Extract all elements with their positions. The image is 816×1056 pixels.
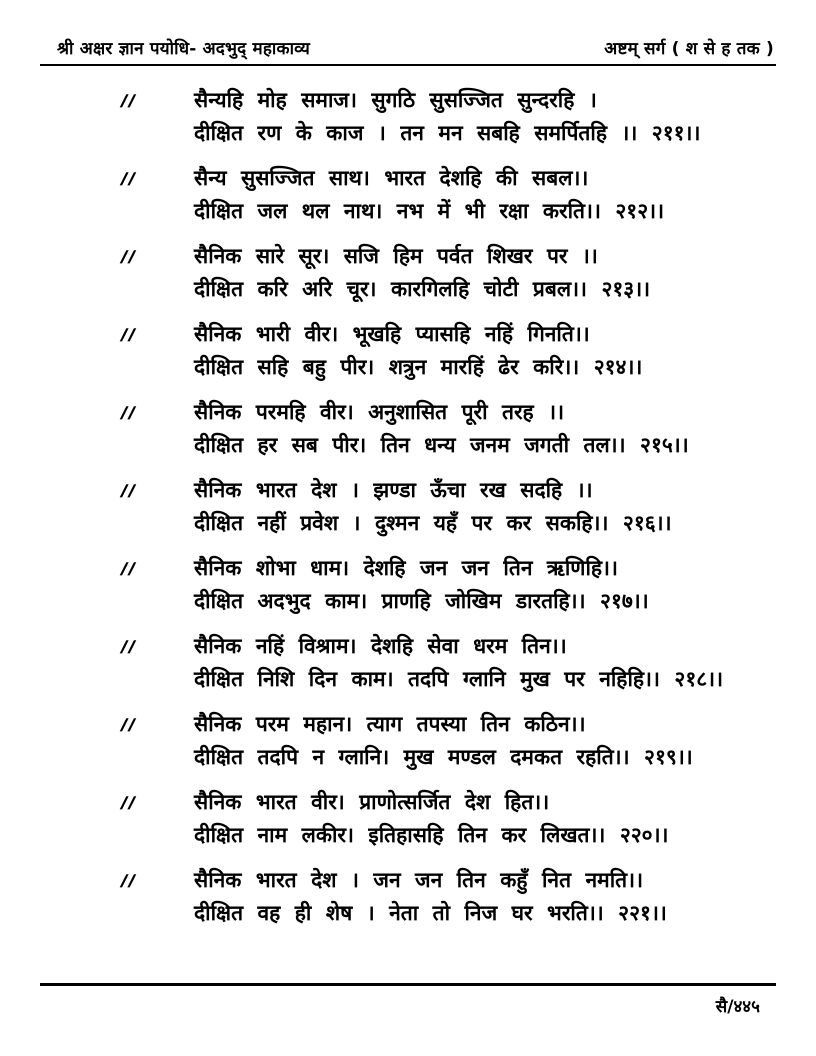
verse-lines xyxy=(194,162,766,228)
verse-lines xyxy=(194,396,766,462)
verse-lines xyxy=(194,474,766,540)
verse-line-2: दीक्षित हर सब पीर। तिन धन्य जनम जगती तल।। २१५।। xyxy=(194,433,689,457)
verse-line-1: सैनिक शोभा धाम। देशहि जन जन तिन ऋणिहि।। xyxy=(194,556,618,580)
verse-marker: ।। xyxy=(115,790,137,814)
verse-marker: ।। xyxy=(115,400,137,424)
verse-marker: ।। xyxy=(115,88,137,112)
verse-line-2: दीक्षित निशि दिन काम। तदपि ग्लानि मुख पर नहिहि।। २१८।। xyxy=(194,667,724,691)
verse-line-1: सैनिक भारत देश । झण्डा ऊँचा रख सदहि ।। xyxy=(194,478,593,502)
verse-line-1: सैनिक परम महान। त्याग तपस्या तिन कठिन।। xyxy=(194,712,586,736)
header-title-right: अष्टम् सर्ग ( श से ह तक ) xyxy=(604,39,774,59)
verse-lines xyxy=(194,318,766,384)
verse xyxy=(115,162,766,228)
verse-marker: ।। xyxy=(115,712,137,736)
page-header xyxy=(57,36,774,59)
verse-line-2: दीक्षित नहीं प्रवेश । दुश्मन यहँ पर कर सकहि।। २१६।। xyxy=(194,511,672,535)
verse-lines xyxy=(194,630,766,696)
verse xyxy=(115,630,766,696)
verse xyxy=(115,240,766,306)
verse-line-2: दीक्षित सहि बहु पीर। शत्रुन मारहिं ढेर करि।। २१४।। xyxy=(194,355,643,379)
verse xyxy=(115,396,766,462)
verse-line-2: दीक्षित वह ही शेष । नेता तो निज घर भरति।। २२१।। xyxy=(194,901,667,925)
verse-lines xyxy=(194,240,766,306)
header-rule xyxy=(40,64,776,66)
verse-marker: ।। xyxy=(115,556,137,580)
header-title-left: श्री अक्षर ज्ञान पयोधि- अदभुद् महाकाव्य xyxy=(57,39,311,59)
verse xyxy=(115,318,766,384)
verse xyxy=(115,786,766,852)
verse-lines xyxy=(194,708,766,774)
verse-lines xyxy=(194,84,766,150)
verse-line-1: सैन्यहि मोह समाज। सुगठि सुसज्जित सुन्दरहि । xyxy=(194,88,597,112)
verse-marker: ।। xyxy=(115,244,137,268)
verse-list xyxy=(115,84,766,942)
verse-marker: ।। xyxy=(115,478,137,502)
verse-line-2: दीक्षित अदभुद काम। प्राणहि जोखिम डारतहि।। २१७।। xyxy=(194,589,649,613)
verse-line-2: दीक्षित जल थल नाथ। नभ में भी रक्षा करति।। २१२।। xyxy=(194,199,665,223)
verse-line-1: सैन्य सुसज्जित साथ। भारत देशहि की सबल।। xyxy=(194,166,589,190)
verse xyxy=(115,84,766,150)
verse-line-1: सैनिक भारत देश । जन जन तिन कहुँ नित नमति।। xyxy=(194,868,644,892)
verse-line-1: सैनिक भारत वीर। प्राणोत्सर्जित देश हित।। xyxy=(194,790,550,814)
verse-line-1: सैनिक भारी वीर। भूखहि प्यासहि नहिं गिनति।। xyxy=(194,322,590,346)
verse-marker: ।। xyxy=(115,322,137,346)
verse-lines xyxy=(194,864,766,930)
verse xyxy=(115,864,766,930)
verse-line-2: दीक्षित करि अरि चूर। कारगिलहि चोटी प्रबल।। २१३।। xyxy=(194,277,651,301)
verse-line-1: सैनिक नहिं विश्राम। देशहि सेवा धरम तिन।। xyxy=(194,634,567,658)
verse-line-2: दीक्षित नाम लकीर। इतिहासहि तिन कर लिखत।। २२०।। xyxy=(194,823,669,847)
verse-line-1: सैनिक सारे सूर। सजि हिम पर्वत शिखर पर ।। xyxy=(194,244,598,268)
verse-marker: ।। xyxy=(115,868,137,892)
footer-rule xyxy=(40,983,776,986)
verse-line-1: सैनिक परमहि वीर। अनुशासित पूरी तरह ।। xyxy=(194,400,565,424)
verse-lines xyxy=(194,552,766,618)
verse-marker: ।। xyxy=(115,634,137,658)
verse xyxy=(115,552,766,618)
verse xyxy=(115,474,766,540)
verse-line-2: दीक्षित रण के काज । तन मन सबहि समर्पितहि ।। २११।। xyxy=(194,121,701,145)
verse xyxy=(115,708,766,774)
verse-line-2: दीक्षित तदपि न ग्लानि। मुख मण्डल दमकत रहति।। २१९।। xyxy=(194,745,693,769)
page-number: सै/४४५ xyxy=(715,997,760,1017)
verse-lines xyxy=(194,786,766,852)
verse-marker: ।। xyxy=(115,166,137,190)
